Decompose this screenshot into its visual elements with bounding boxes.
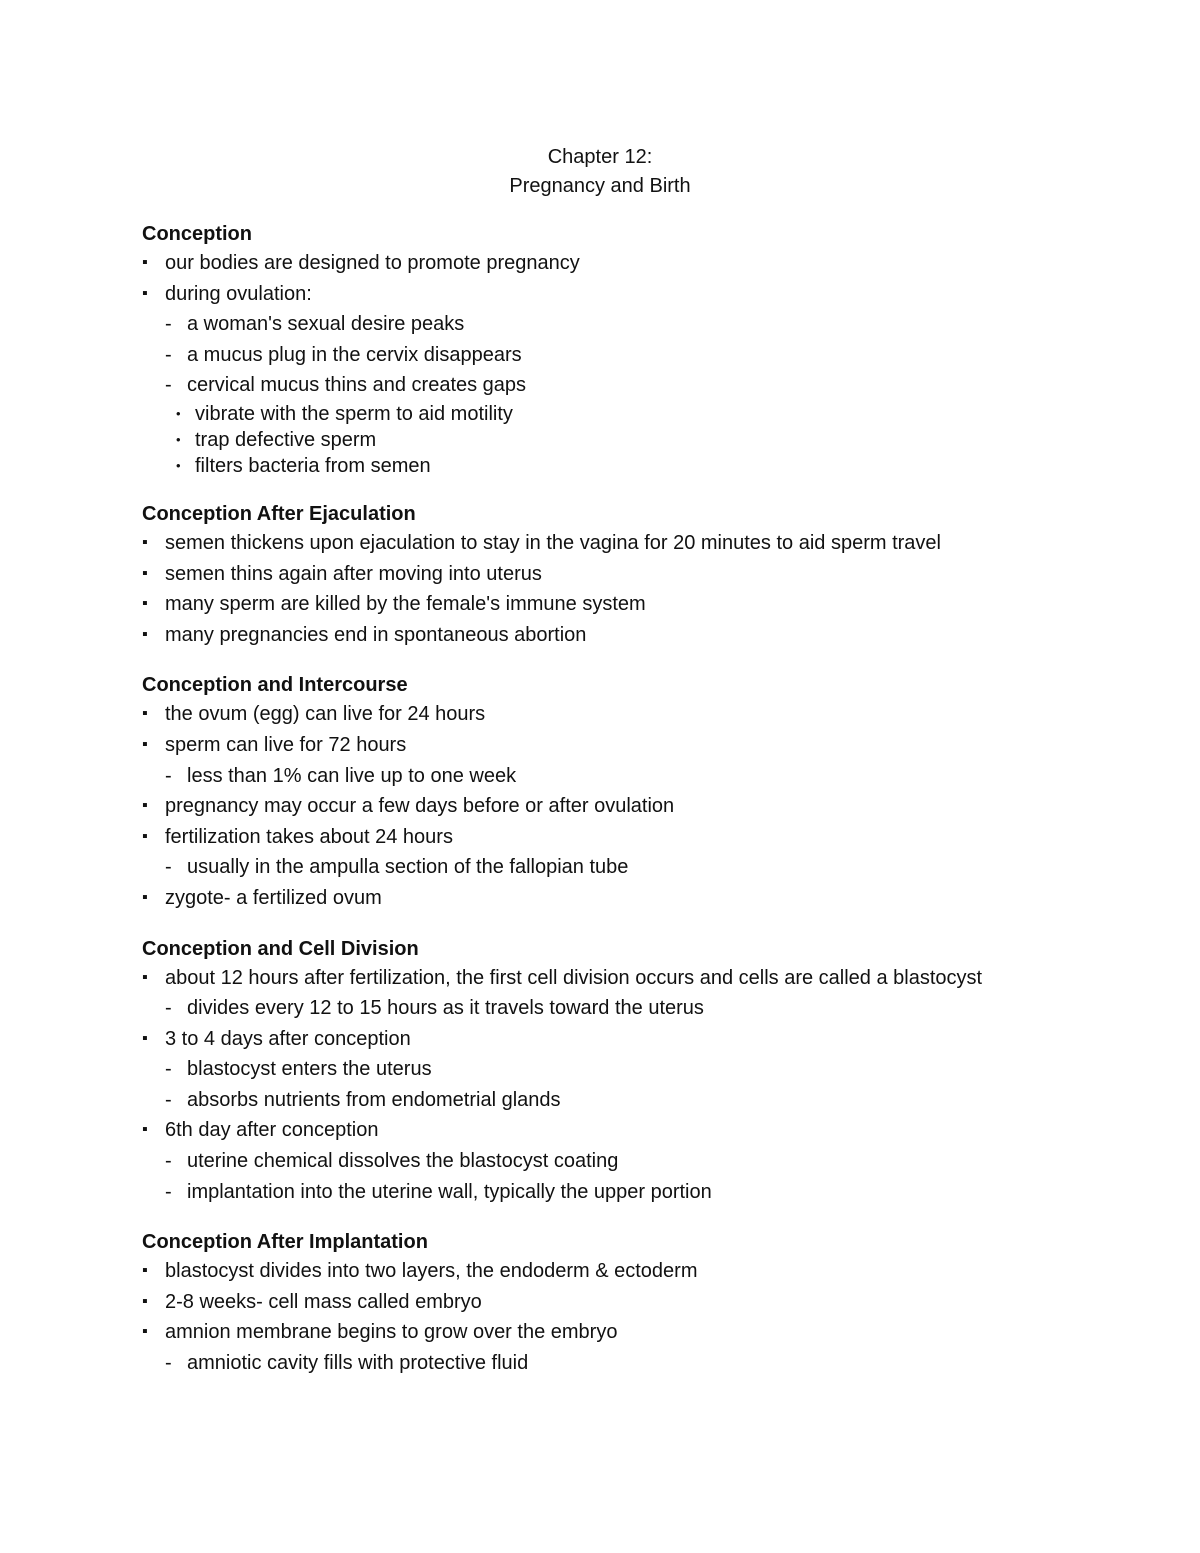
item-text: 6th day after conception (165, 1119, 379, 1142)
item-text: many sperm are killed by the female's immune system (165, 593, 646, 616)
item-text: 2-8 weeks- cell mass called embryo (165, 1290, 482, 1313)
item-text: about 12 hours after fertilization, the first cell division occurs and cells are called a blastocyst (165, 966, 983, 989)
bullet-item (142, 791, 1102, 822)
chapter-subtitle: Pregnancy and Birth (509, 175, 691, 197)
sub-item (142, 761, 1102, 792)
sub-item (142, 993, 1102, 1024)
item-text: absorbs nutrients from endometrial glands (187, 1088, 561, 1111)
sub-item (142, 1085, 1102, 1116)
section-heading: Conception After Implantation (142, 1231, 428, 1254)
item-text: sperm can live for 72 hours (165, 733, 407, 756)
bullet-marker-icon: ▪ (142, 254, 148, 271)
bullet-item (142, 963, 1102, 994)
bullet-marker-icon: ▪ (142, 533, 148, 551)
item-text: usually in the ampulla section of the fallopian tube (187, 856, 629, 879)
bullet-item (142, 1024, 1102, 1055)
item-text: many pregnancies end in spontaneous abortion (165, 623, 587, 646)
bullet-marker-icon: ▪ (142, 1292, 148, 1310)
item-text: 3 to 4 days after conception (165, 1027, 411, 1050)
item-text: during ovulation: (165, 282, 312, 305)
sub-sub-item (142, 427, 1102, 453)
item-text: fertilization takes about 24 hours (165, 825, 453, 848)
item-text: divides every 12 to 15 hours as it travels toward the uterus (187, 997, 704, 1020)
sub-item (142, 1054, 1102, 1085)
section (142, 500, 1102, 650)
sub-item (142, 1146, 1102, 1177)
dash-marker-icon: - (165, 343, 172, 366)
dash-marker-icon: - (165, 1180, 172, 1203)
bullet-marker-icon: ▪ (142, 1323, 148, 1341)
item-text: implantation into the uterine wall, typically the upper portion (187, 1180, 712, 1203)
dash-marker-icon: - (165, 1058, 172, 1081)
chapter-title (0, 143, 1200, 201)
item-text: vibrate with the sperm to aid motility (195, 402, 513, 425)
bullet-marker-icon: ▪ (142, 1029, 148, 1047)
dash-marker-icon: - (165, 313, 172, 336)
bullet-marker-icon: • (176, 405, 181, 421)
notes-body (142, 220, 1102, 1379)
bullet-item (142, 699, 1102, 730)
bullet-marker-icon: ▪ (142, 888, 148, 906)
bullet-item (142, 589, 1102, 620)
bullet-item (142, 528, 1102, 559)
bullet-marker-icon: ▪ (142, 968, 148, 986)
section (142, 671, 1102, 913)
dash-marker-icon: - (165, 1088, 172, 1111)
item-text: amnion membrane begins to grow over the embryo (165, 1321, 618, 1344)
item-text: cervical mucus thins and creates gaps (187, 374, 527, 397)
chapter-number: Chapter 12: (547, 146, 653, 168)
bullet-item (142, 730, 1102, 761)
bullet-marker-icon: ▪ (142, 1121, 148, 1139)
item-text: less than 1% can live up to one week (187, 764, 517, 787)
sub-item (142, 1177, 1102, 1208)
item-text: filters bacteria from semen (195, 454, 431, 477)
bullet-marker-icon: ▪ (142, 595, 148, 613)
bullet-marker-icon: • (176, 431, 181, 447)
item-text: our bodies are designed to promote pregnancy (165, 252, 580, 274)
item-text: a mucus plug in the cervix disappears (187, 343, 522, 366)
bullet-item (142, 1287, 1102, 1318)
item-text: zygote- a fertilized ovum (165, 886, 382, 909)
section-heading: Conception After Ejaculation (142, 502, 416, 525)
item-text: pregnancy may occur a few days before or after ovulation (165, 795, 675, 818)
section-heading: Conception (142, 223, 252, 245)
bullet-marker-icon: ▪ (142, 1262, 148, 1280)
bullet-item (142, 883, 1102, 914)
section (142, 1228, 1102, 1378)
item-text: semen thins again after moving into uterus (165, 562, 542, 585)
item-text: blastocyst enters the uterus (187, 1058, 432, 1081)
sub-item (142, 370, 1102, 401)
item-text: trap defective sperm (195, 428, 377, 451)
bullet-marker-icon: ▪ (142, 827, 148, 845)
sub-sub-item (142, 401, 1102, 427)
sub-item (142, 1348, 1102, 1379)
dash-marker-icon: - (165, 764, 172, 787)
bullet-marker-icon: • (176, 457, 181, 473)
bullet-marker-icon: ▪ (142, 564, 148, 582)
bullet-item (142, 248, 1102, 279)
dash-marker-icon: - (165, 997, 172, 1020)
sub-item (142, 340, 1102, 371)
item-text: the ovum (egg) can live for 24 hours (165, 703, 486, 726)
item-text: blastocyst divides into two layers, the endoderm & ectoderm (165, 1260, 698, 1283)
bullet-marker-icon: ▪ (142, 735, 148, 753)
bullet-item (142, 279, 1102, 310)
sub-item (142, 309, 1102, 340)
dash-marker-icon: - (165, 1150, 172, 1173)
section (142, 935, 1102, 1208)
bullet-item (142, 1115, 1102, 1146)
bullet-marker-icon: ▪ (142, 625, 148, 643)
section-heading: Conception and Cell Division (142, 937, 419, 960)
bullet-item (142, 822, 1102, 853)
dash-marker-icon: - (165, 374, 172, 397)
bullet-marker-icon: ▪ (142, 797, 148, 815)
item-text: semen thickens upon ejaculation to stay in the vagina for 20 minutes to aid sperm travel (165, 531, 941, 554)
bullet-item (142, 620, 1102, 651)
item-text: a woman's sexual desire peaks (187, 313, 465, 336)
section-heading: Conception and Intercourse (142, 674, 408, 697)
item-text: uterine chemical dissolves the blastocyst coating (187, 1150, 619, 1173)
dash-marker-icon: - (165, 1352, 172, 1375)
bullet-item (142, 1317, 1102, 1348)
item-text: amniotic cavity fills with protective fluid (187, 1352, 529, 1375)
sub-sub-item (142, 453, 1102, 479)
bullet-marker-icon: ▪ (142, 705, 148, 723)
bullet-marker-icon: ▪ (142, 284, 148, 302)
bullet-item (142, 559, 1102, 590)
sub-item (142, 852, 1102, 883)
section (142, 220, 1102, 479)
dash-marker-icon: - (165, 856, 172, 879)
bullet-item (142, 1256, 1102, 1287)
